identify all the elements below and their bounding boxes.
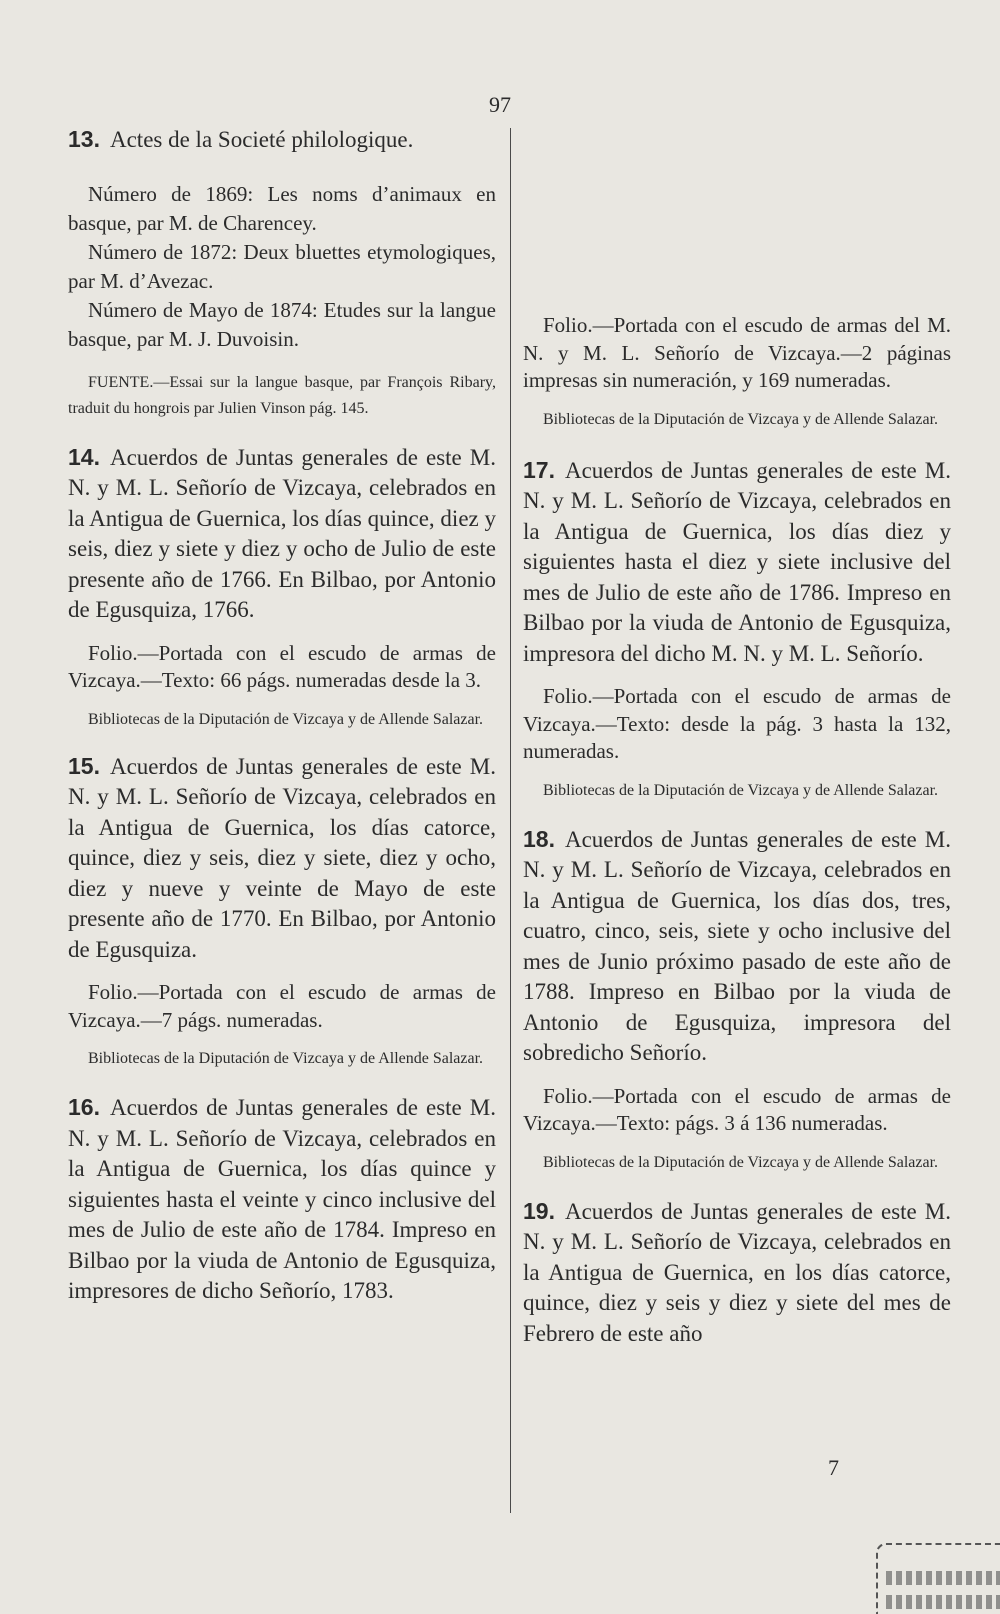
entry-description: Folio.—Portada con el escudo de armas de Vizcaya.—7 págs. numeradas. (68, 980, 496, 1032)
entry-notes (68, 180, 496, 354)
entry-heading (68, 124, 496, 156)
entry-18 (523, 824, 951, 1176)
entry-number: 18. (523, 825, 555, 852)
right-column (523, 124, 951, 1349)
entry-heading (68, 442, 496, 626)
signature-mark: 7 (828, 1455, 839, 1480)
entry-13 (68, 124, 496, 422)
library-note: Bibliotecas de la Diputación de Vizcaya y de Allende Salazar. (88, 1050, 484, 1067)
entry-description: Folio.—Portada con el escudo de armas de Vizcaya.—Texto: págs. 3 á 136 numeradas. (523, 1083, 951, 1135)
library-note: Bibliotecas de la Diputación de Vizcaya y de Allende Salazar. (543, 410, 939, 428)
stamp-text-line (886, 1595, 1000, 1609)
entry-heading (523, 455, 951, 670)
entry-heading (523, 1196, 951, 1350)
library-stamp (876, 1543, 1000, 1614)
source-note: FUENTE.—Essai sur la langue basque, par François Ribary, traduit du hongrois par Julien Vinson pág. 145. (68, 373, 496, 417)
entry-title: Acuerdos de Juntas generales de este M. N. y M. L. Señorío de Vizcaya, celebrados en la Antigua de Guernica, los días catorce, quince, diez y seis, diez y siete, diez y ocho, diez y nueve y veinte de Mayo de este presente año de 1770. En Bilbao, por Antonio de Egusquiza. (68, 753, 496, 962)
note-line: Número de 1869: Les noms d’animaux en basque, par M. de Charencey. (68, 181, 496, 235)
entry-title: Acuerdos de Juntas generales de este M. N. y M. L. Señorío de Vizcaya, celebrados en la Antigua de Guernica, los días dos, tres, cuatro, cinco, seis, siete y ocho inclusive del mes de Junio próximo pasado de este año de 1788. Impreso en Bilbao por la viuda de Antonio de Egusquiza, impresora del sobredicho Señorío. (523, 826, 951, 1065)
entry-description: Folio.—Portada con el escudo de armas de Vizcaya.—Texto: 66 págs. numeradas desde la 3. (68, 640, 496, 692)
entry-16-continued (523, 312, 951, 433)
entry-title: Acuerdos de Juntas generales de este M. N. y M. L. Señorío de Vizcaya, celebrados en la Antigua de Guernica, los días quince, diez y seis, diez y siete y diez y ocho de Julio de este presente año de 1766. En Bilbao, por Antonio de Egusquiza, 1766. (68, 444, 496, 622)
entry-16 (68, 1092, 496, 1307)
entry-heading (68, 1092, 496, 1307)
stamp-text-line (886, 1571, 1000, 1585)
entry-17 (523, 455, 951, 804)
left-column (68, 124, 496, 1307)
entry-number: 17. (523, 456, 555, 483)
entry-14 (68, 442, 496, 733)
library-note: Bibliotecas de la Diputación de Vizcaya y de Allende Salazar. (543, 1153, 939, 1171)
entry-description: Folio.—Portada con el escudo de armas del M. N. y M. L. Señorío de Vizcaya.—2 páginas impresas sin numeración, y 169 numeradas. (523, 313, 951, 392)
entry-title: Acuerdos de Juntas generales de este M. N. y M. L. Señorío de Vizcaya, celebrados en la Antigua de Guernica, los días diez y siguientes hasta el diez y siete inclusive del mes de Julio de este año de 1786. Impreso en Bilbao por la viuda de Antonio de Egusquiza, impresora del dicho M. N. y M. L. Señorío. (523, 457, 951, 666)
column-divider (510, 128, 511, 1513)
note-line: Número de 1872: Deux bluettes etymologiques, par M. d’Avezac. (68, 239, 496, 293)
entry-number: 15. (68, 752, 100, 779)
entry-title: Acuerdos de Juntas generales de este M. N. y M. L. Señorío de Vizcaya, celebrados en la Antigua de Guernica, los días quince y siguientes hasta el veinte y cinco inclusive del mes de Julio de este año de 1784. Impreso en Bilbao por la viuda de Antonio de Egusquiza, impresores de dicho Señorío, 1783. (68, 1095, 496, 1303)
page-number: 97 (489, 92, 511, 117)
entry-number: 13. (68, 126, 100, 152)
entry-description: Folio.—Portada con el escudo de armas de Vizcaya.—Texto: desde la pág. 3 hasta la 132, numeradas. (523, 684, 951, 763)
entry-number: 19. (523, 1197, 555, 1224)
library-note: Bibliotecas de la Diputación de Vizcaya y de Allende Salazar. (88, 710, 484, 728)
entry-number: 14. (68, 443, 100, 470)
entry-heading (68, 751, 496, 966)
entry-15 (68, 751, 496, 1073)
entry-19 (523, 1196, 951, 1350)
library-note: Bibliotecas de la Diputación de Vizcaya y de Allende Salazar. (543, 781, 939, 799)
note-line: Número de Mayo de 1874: Etudes sur la langue basque, par M. J. Duvoisin. (68, 297, 496, 351)
entry-heading (523, 824, 951, 1069)
entry-title: Actes de la Societé philologique. (109, 127, 414, 152)
entry-number: 16. (68, 1094, 100, 1120)
entry-title: Acuerdos de Juntas generales de este M. N. y M. L. Señorío de Vizcaya, celebrados en la Antigua de Guernica, en los días catorce, quince, diez y seis y diez y siete del mes de Febrero de este año (523, 1198, 951, 1346)
